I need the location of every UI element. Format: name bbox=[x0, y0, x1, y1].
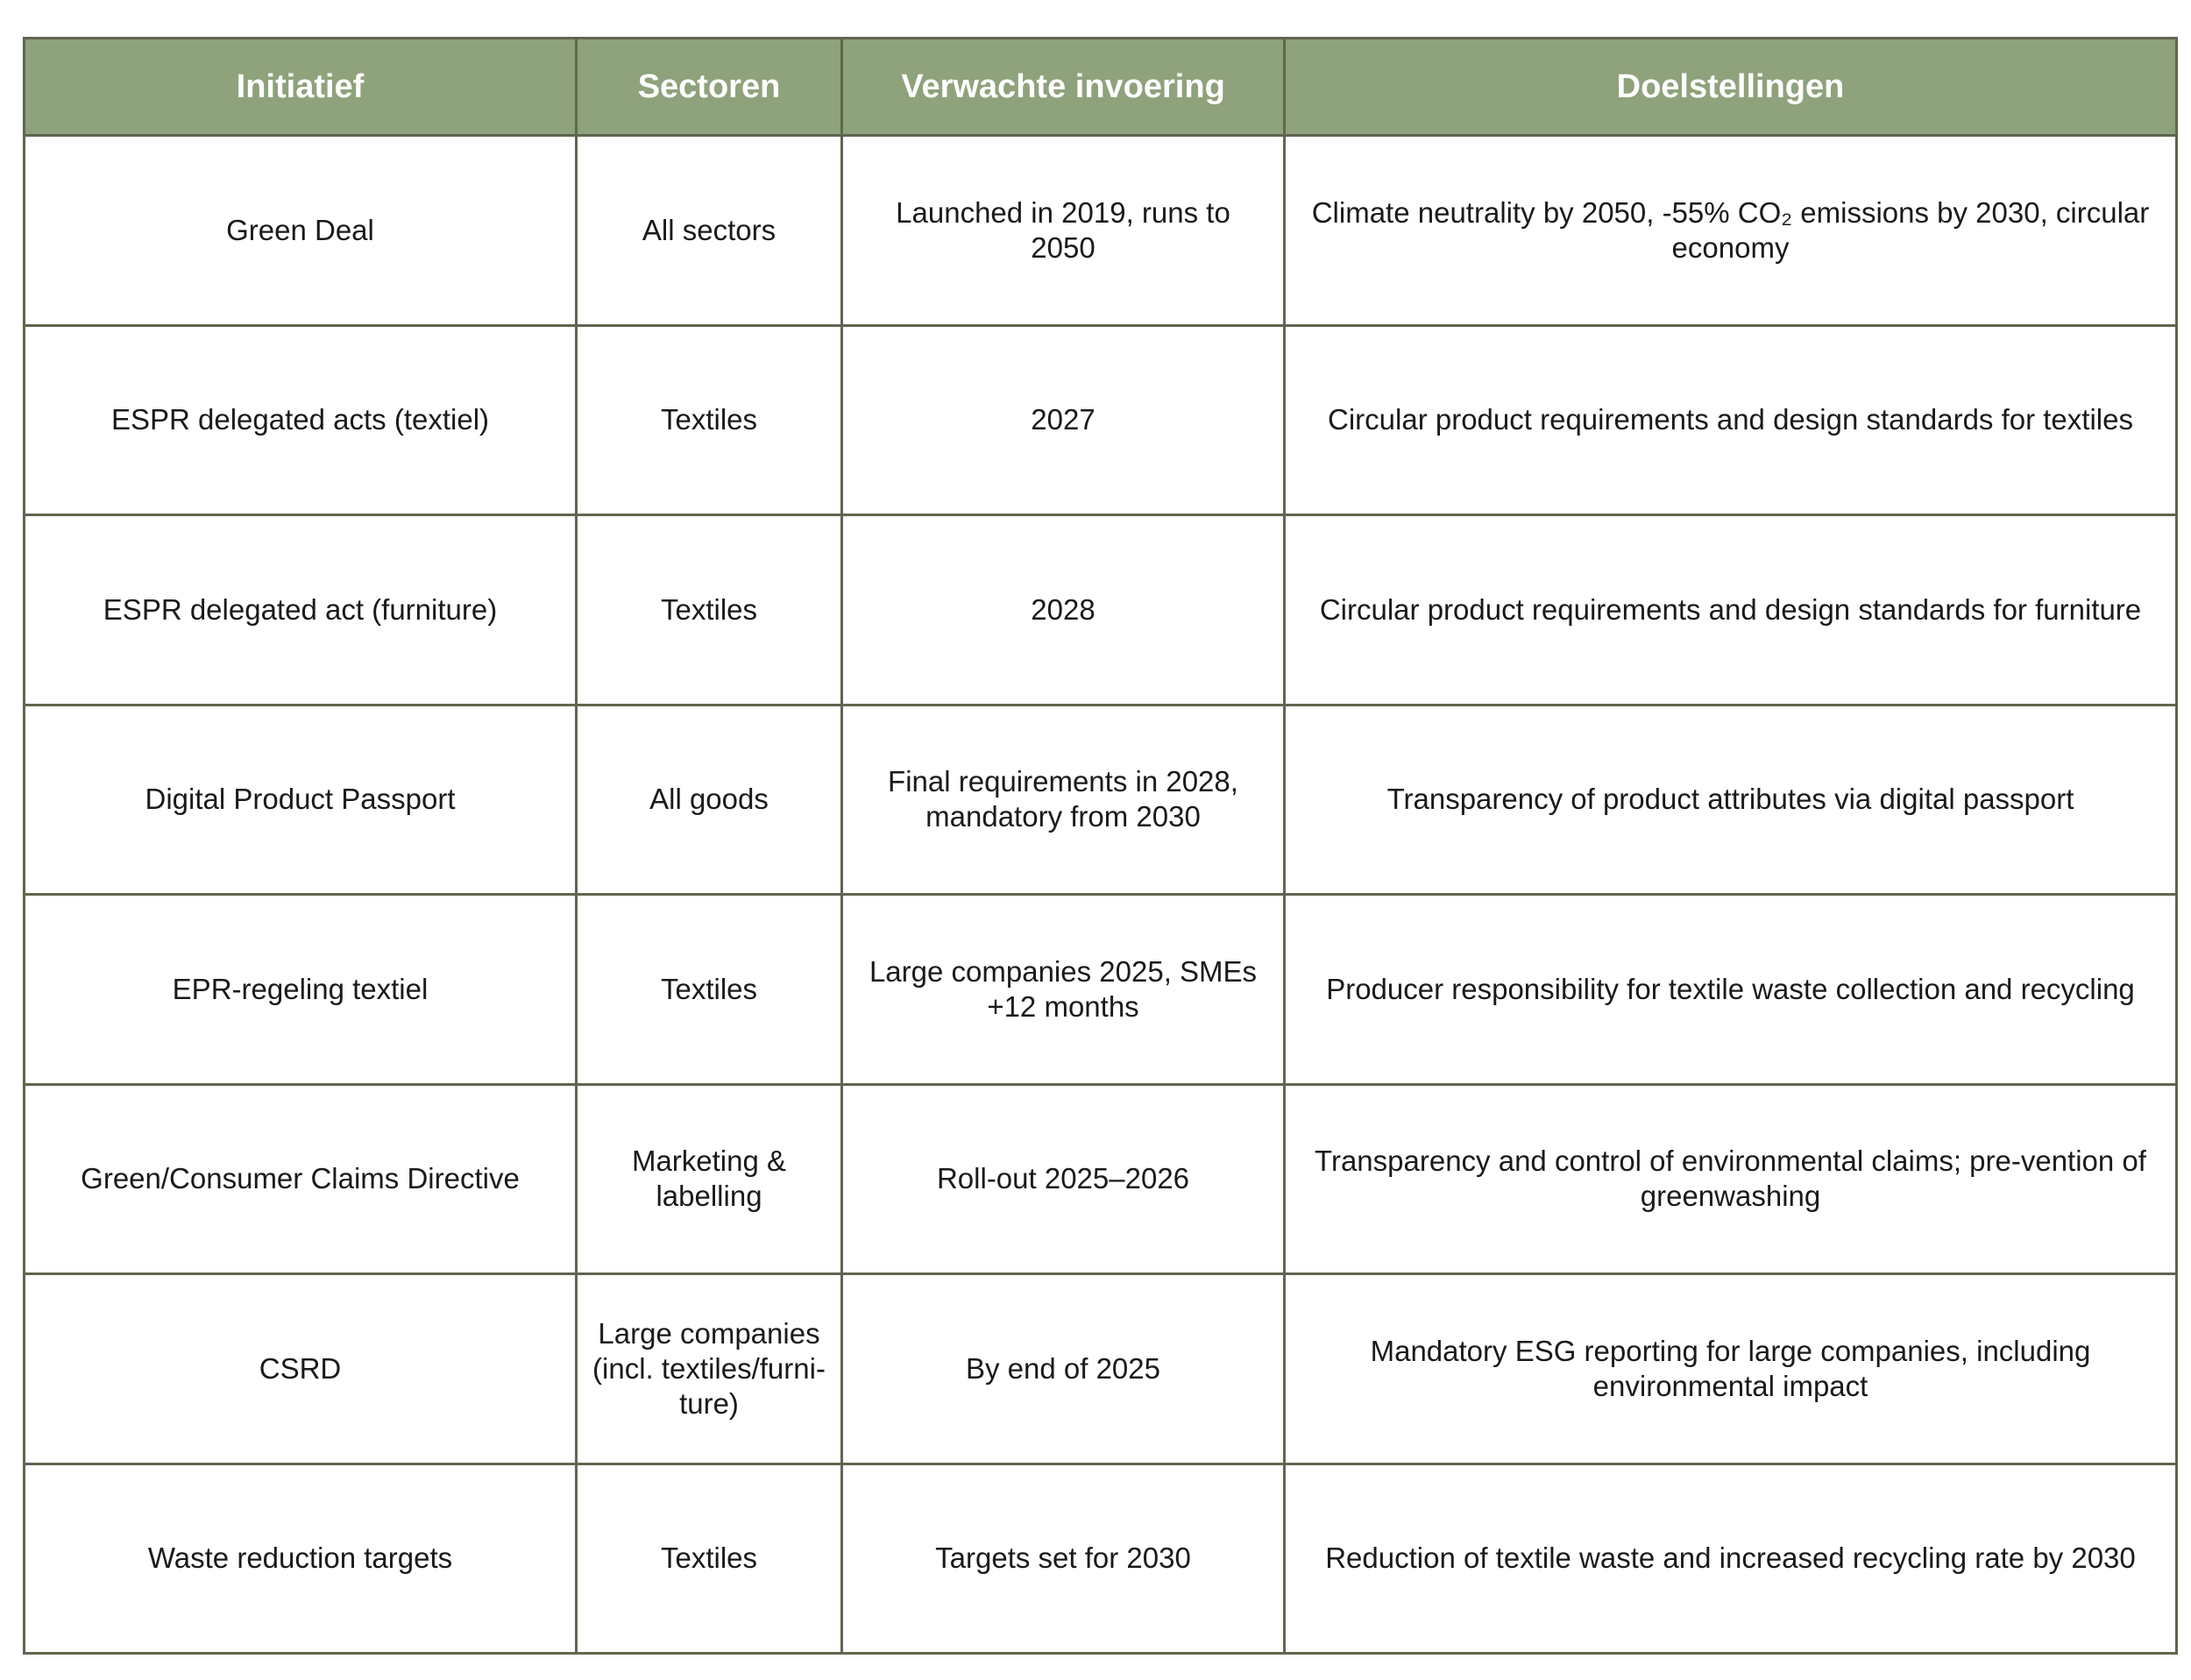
cell-objectives: Circular product requirements and design standards for textiles bbox=[1285, 325, 2177, 515]
regulation-table-container bbox=[23, 37, 2175, 1655]
table-row bbox=[25, 325, 2177, 515]
cell-implementation: Final requirements in 2028, mandatory from 2030 bbox=[842, 705, 1285, 895]
cell-sector: Textiles bbox=[577, 515, 842, 705]
table-header bbox=[25, 39, 2177, 136]
cell-objectives: Climate neutrality by 2050, -55% CO₂ emissions by 2030, circular economy bbox=[1285, 136, 2177, 326]
header-sectoren: Sectoren bbox=[577, 39, 842, 136]
cell-sector: All goods bbox=[577, 705, 842, 895]
cell-initiative: ESPR delegated act (furniture) bbox=[25, 515, 577, 705]
cell-implementation: Launched in 2019, runs to 2050 bbox=[842, 136, 1285, 326]
table-row bbox=[25, 1464, 2177, 1654]
header-row bbox=[25, 39, 2177, 136]
cell-sector: Textiles bbox=[577, 895, 842, 1085]
cell-sector: All sectors bbox=[577, 136, 842, 326]
header-doelstellingen: Doelstellingen bbox=[1285, 39, 2177, 136]
cell-implementation: By end of 2025 bbox=[842, 1274, 1285, 1464]
cell-initiative: Waste reduction targets bbox=[25, 1464, 577, 1654]
table-row bbox=[25, 895, 2177, 1085]
cell-initiative: EPR-regeling textiel bbox=[25, 895, 577, 1085]
cell-implementation: 2027 bbox=[842, 325, 1285, 515]
cell-objectives: Transparency of product attributes via digital passport bbox=[1285, 705, 2177, 895]
cell-sector: Marketing & labelling bbox=[577, 1084, 842, 1274]
table-row bbox=[25, 1084, 2177, 1274]
cell-implementation: Targets set for 2030 bbox=[842, 1464, 1285, 1654]
cell-sector: Large companies (incl. textiles/furni-ture) bbox=[577, 1274, 842, 1464]
cell-objectives: Producer responsibility for textile waste collection and recycling bbox=[1285, 895, 2177, 1085]
cell-implementation: Roll-out 2025–2026 bbox=[842, 1084, 1285, 1274]
cell-objectives: Reduction of textile waste and increased recycling rate by 2030 bbox=[1285, 1464, 2177, 1654]
cell-implementation: Large companies 2025, SMEs +12 months bbox=[842, 895, 1285, 1085]
table-row bbox=[25, 136, 2177, 326]
table-row bbox=[25, 515, 2177, 705]
table-body bbox=[25, 136, 2177, 1654]
cell-initiative: Digital Product Passport bbox=[25, 705, 577, 895]
cell-initiative: ESPR delegated acts (textiel) bbox=[25, 325, 577, 515]
table-row bbox=[25, 1274, 2177, 1464]
cell-initiative: Green/Consumer Claims Directive bbox=[25, 1084, 577, 1274]
cell-sector: Textiles bbox=[577, 325, 842, 515]
cell-objectives: Mandatory ESG reporting for large companies, including environmental impact bbox=[1285, 1274, 2177, 1464]
cell-implementation: 2028 bbox=[842, 515, 1285, 705]
cell-sector: Textiles bbox=[577, 1464, 842, 1654]
cell-initiative: CSRD bbox=[25, 1274, 577, 1464]
table-row bbox=[25, 705, 2177, 895]
header-initiatief: Initiatief bbox=[25, 39, 577, 136]
cell-objectives: Transparency and control of environmental claims; pre-vention of greenwashing bbox=[1285, 1084, 2177, 1274]
cell-objectives: Circular product requirements and design standards for furniture bbox=[1285, 515, 2177, 705]
cell-initiative: Green Deal bbox=[25, 136, 577, 326]
regulation-table bbox=[23, 37, 2178, 1655]
header-verwachte-invoering: Verwachte invoering bbox=[842, 39, 1285, 136]
